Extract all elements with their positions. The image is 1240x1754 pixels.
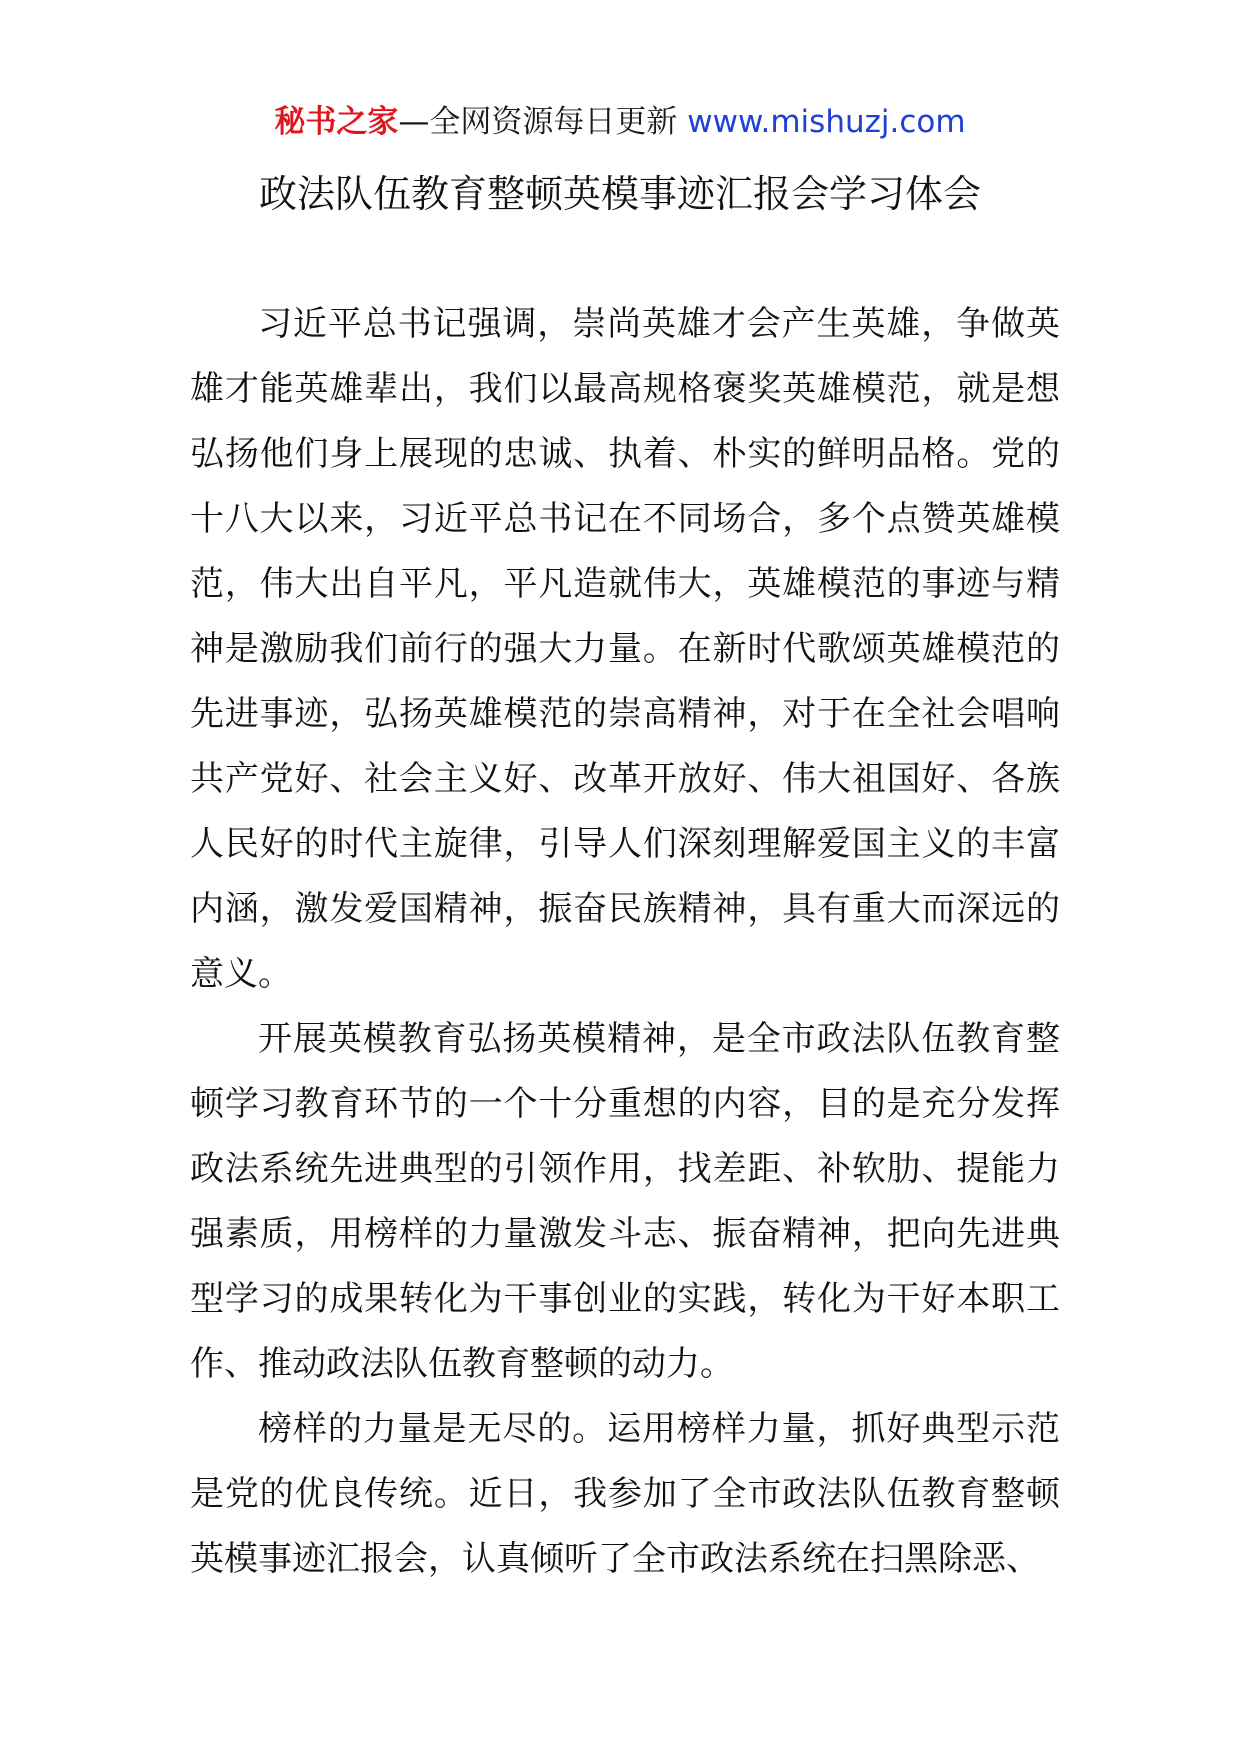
site-tagline: —全网资源每日更新 [398, 104, 688, 140]
document-title: 政法队伍教育整顿英模事迹汇报会学习体会 [258, 172, 981, 216]
paragraph-1: 习近平总书记强调，崇尚英雄才会产生英雄，争做英雄才能英雄辈出，我们以最高规格褒奖英雄模范，就是想弘扬他们身上展现的忠诚、执着、朴实的鲜明品格。党的十八大以来，习近平总书记在不同场合，多个点赞英雄模范，伟大出自平凡，平凡造就伟大，英雄模范的事迹与精神是激励我们前行的强大力量。在新时代歌颂英雄模范的先进事迹，弘扬英雄模范的崇高精神，对于在全社会唱响共产党好、社会主义好、改革开放好、伟大祖国好、各族人民好的时代主旋律，引导人们深刻理解爱国主义的丰富内涵，激发爱国精神，振奋民族精神，具有重大而深远的意义。 [190, 304, 1060, 994]
paragraph-3: 榜样的力量是无尽的。运用榜样力量，抓好典型示范是党的优良传统。近日，我参加了全市政法队伍教育整顿英模事迹汇报会，认真倾听了全市政法系统在扫黑除恶、 [190, 1409, 1060, 1579]
paragraph-2: 开展英模教育弘扬英模精神，是全市政法队伍教育整顿学习教育环节的一个十分重想的内容，目的是充分发挥政法系统先进典型的引领作用，找差距、补软肋、提能力强素质，用榜样的力量激发斗志、振奋精神，把向先进典型学习的成果转化为干事创业的实践，转化为干好本职工作、推动政法队伍教育整顿的动力。 [190, 1019, 1060, 1384]
site-header [0, 100, 1240, 144]
site-url[interactable]: www.mishuzj.com [687, 104, 966, 140]
site-name: 秘书之家 [274, 104, 399, 140]
document-body [190, 292, 1060, 1592]
